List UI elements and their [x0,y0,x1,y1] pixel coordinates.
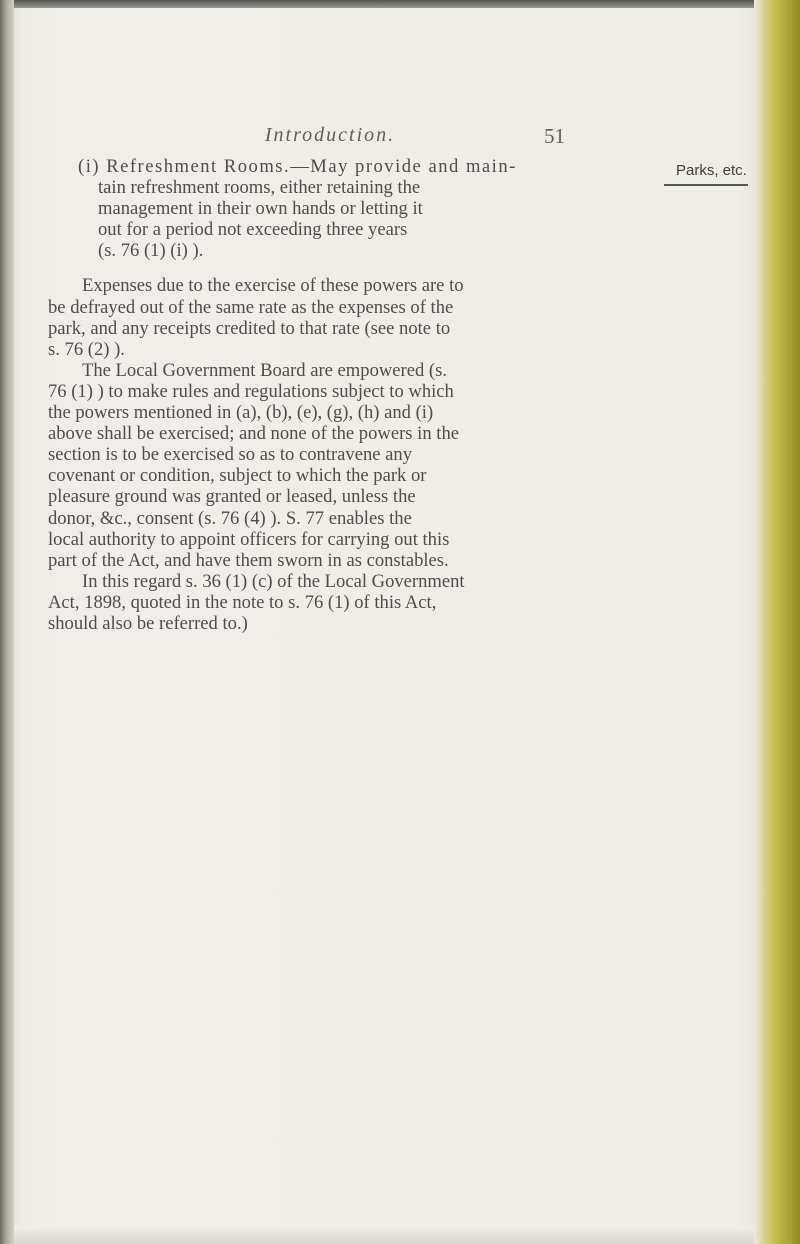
text-line: donor, &c., consent (s. 76 (4) ). S. 77 enables the [48,507,412,529]
text-line: out for a period not exceeding three years [98,219,408,241]
paragraph-expenses [48,275,668,359]
page-number: 51 [544,124,565,148]
text-line: the powers mentioned in (a), (b), (e), (g), (h) and (i) [48,402,434,424]
text-line: park, and any receipts credited to that rate (see note to [48,317,451,339]
margin-rule [664,184,748,186]
paragraph-refreshment-rooms [48,156,668,261]
text-line: (s. 76 (1) (i) ). [98,240,204,262]
text-line: Expenses due to the exercise of these powers are to [82,275,464,297]
text-line: s. 76 (2) ). [48,338,125,360]
text-line: above shall be exercised; and none of the powers in the [48,423,459,445]
text-line: Act, 1898, quoted in the note to s. 76 (1) of this Act, [48,591,437,613]
text-line: pleasure ground was granted or leased, unless the [48,486,416,508]
page-header [0,124,800,150]
text-line: local authority to appoint officers for carrying out this [48,528,450,550]
text-line: The Local Government Board are empowered (s. [82,359,448,381]
book-binding-edge [754,0,800,1244]
text-line: part of the Act, and have them sworn in as constables. [48,549,449,571]
page-bottom-edge [14,1226,754,1244]
text-line: tain refreshment rooms, either retaining the [98,177,421,199]
binding-stripe [786,0,792,1244]
text-line: In this regard s. 36 (1) (c) of the Local Government [82,570,465,592]
text-line: (i) Refreshment Rooms.—May provide and main- [78,156,517,177]
running-head: Introduction. [264,124,396,146]
page-gutter [0,0,14,1244]
margin-note: Parks, etc. [676,162,747,179]
text-line: 76 (1) ) to make rules and regulations subject to which [48,380,454,402]
text-line: management in their own hands or letting it [98,198,423,220]
text-line: should also be referred to.) [48,612,248,634]
page-top-edge [0,0,800,8]
body-text [48,156,668,634]
text-line: covenant or condition, subject to which the park or [48,465,427,487]
paragraph-local-government-board [48,360,668,634]
text-line: be defrayed out of the same rate as the expenses of the [48,296,454,318]
text-line: section is to be exercised so as to contravene any [48,444,413,466]
paragraph-gap [48,261,668,275]
